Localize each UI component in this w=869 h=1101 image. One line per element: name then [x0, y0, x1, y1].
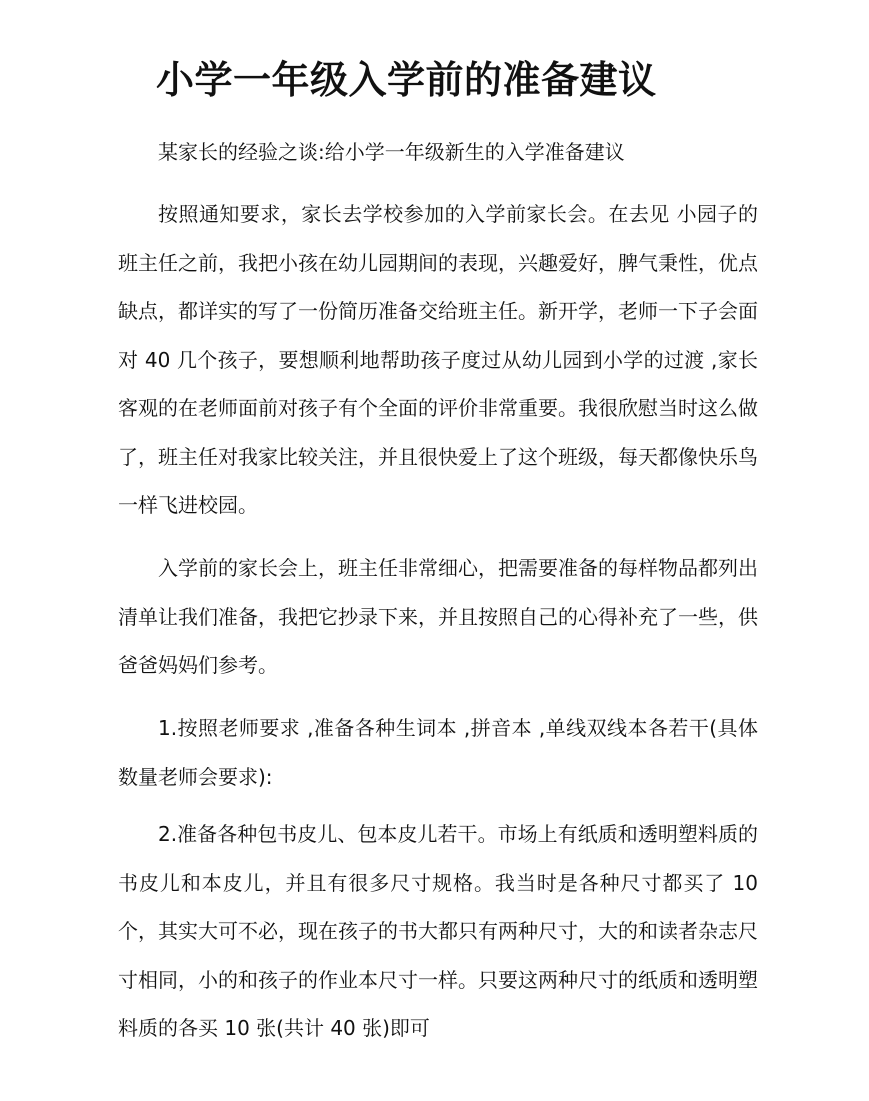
body-paragraph-2: 入学前的家长会上，班主任非常细心，把需要准备的每样物品都列出清单让我们准备，我把它抄录下来，并且按照自己的心得补充了一些，供爸爸妈妈们参考。	[118, 556, 758, 677]
list-item-1: 1.按照老师要求 ,准备各种生词本 ,拼音本 ,单线双线本各若干(具体数量老师会要求):	[118, 716, 758, 789]
list-item-2: 2.准备各种包书皮儿、包本皮儿若干。市场上有纸质和透明塑料质的书皮儿和本皮儿，并且有很多尺寸规格。我当时是各种尺寸都买了 10 个，其实大可不必，现在孩子的书大都只有两种尺寸，大的和读者杂志尺寸相同，小的和孩子的作业本尺寸一样。只要这两种尺寸的纸质和透明塑料质的各买 10 张(共计 40 张)即可	[118, 822, 758, 1040]
page-title: 小学一年级入学前的准备建议	[156, 58, 657, 102]
body-paragraph-1: 按照通知要求，家长去学校参加的入学前家长会。在去见 小园子的班主任之前，我把小孩在幼儿园期间的表现，兴趣爱好，脾气秉性，优点缺点，都详实的写了一份简历准备交给班主任。新开学，老师一下子会面对 40 几个孩子，要想顺利地帮助孩子度过从幼儿园到小学的过渡 ,家长客观的在老师面前对孩子有个全面的评价非常重要。我很欣慰当时这么做了，班主任对我家比较关注，并且很快爱上了这个班级，每天都像快乐鸟一样飞进校园。	[118, 202, 758, 517]
subtitle-paragraph: 某家长的经验之谈:给小学一年级新生的入学准备建议	[158, 140, 625, 164]
